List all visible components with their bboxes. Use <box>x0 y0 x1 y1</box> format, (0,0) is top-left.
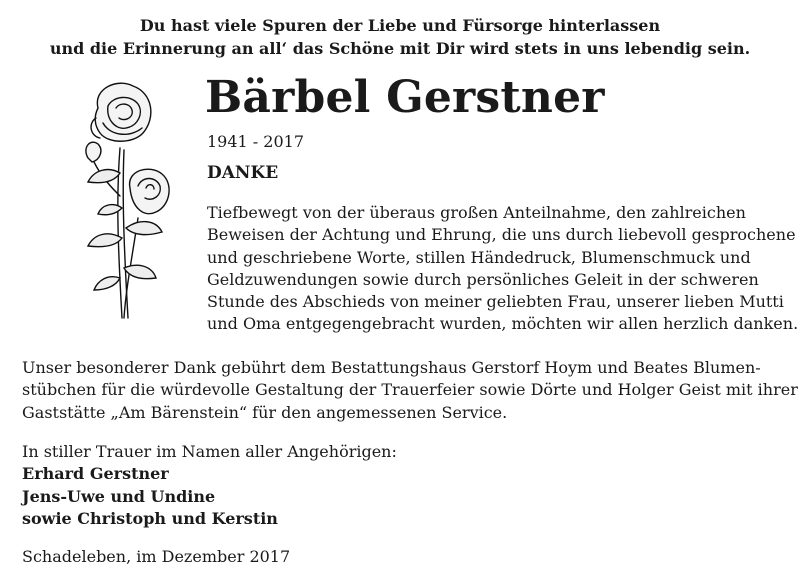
thanks-line: Beweisen der Achtung und Ehrung, die uns durch liebevoll gesprochene <box>207 225 796 245</box>
rose-icon <box>58 78 178 328</box>
signoff-name: Jens-Uwe und Undine <box>22 486 216 506</box>
life-years: 1941 - 2017 <box>207 132 305 151</box>
signoff-name: sowie Christoph und Kerstin <box>22 508 278 528</box>
thanks-heading: DANKE <box>207 163 279 183</box>
thanks-line: Stunde des Abschieds von meiner geliebten Frau, unserer lieben Mutti <box>207 292 784 312</box>
thanks-line: Geldzuwendungen sowie durch persönliches Geleit in der schweren <box>207 269 759 289</box>
signoff-intro: In stiller Trauer im Namen aller Angehörigen: <box>22 442 397 461</box>
dedication-line-2: und die Erinnerung an all‘ das Schöne mit Dir wird stets in uns lebendig sein. <box>49 39 751 58</box>
special-thanks-paragraph <box>22 357 798 424</box>
dedication-header <box>0 14 800 60</box>
signoff-block <box>22 441 722 530</box>
deceased-name: Bärbel Gerstner <box>205 72 605 123</box>
special-thanks-line: Gaststätte „Am Bärenstein“ für den angemessenen Service. <box>22 402 508 422</box>
thanks-line: und geschriebene Worte, stillen Händedruck, Blumenschmuck und <box>207 247 751 267</box>
thanks-paragraph <box>207 202 799 336</box>
thanks-line: Tiefbewegt von der überaus großen Anteilnahme, den zahlreichen <box>207 203 746 222</box>
signoff-name: Erhard Gerstner <box>22 464 169 484</box>
place-date: Schadeleben, im Dezember 2017 <box>22 547 291 566</box>
dedication-line-1: Du hast viele Spuren der Liebe und Fürsorge hinterlassen <box>139 16 661 35</box>
special-thanks-line: Unser besonderer Dank gebührt dem Bestattungshaus Gerstorf Hoym und Beates Blumen- <box>22 358 761 377</box>
thanks-line: und Oma entgegengebracht wurden, möchten wir allen herzlich danken. <box>207 314 799 334</box>
special-thanks-line: stübchen für die würdevolle Gestaltung der Trauerfeier sowie Dörte und Holger Geist mit ihrer <box>22 380 798 400</box>
